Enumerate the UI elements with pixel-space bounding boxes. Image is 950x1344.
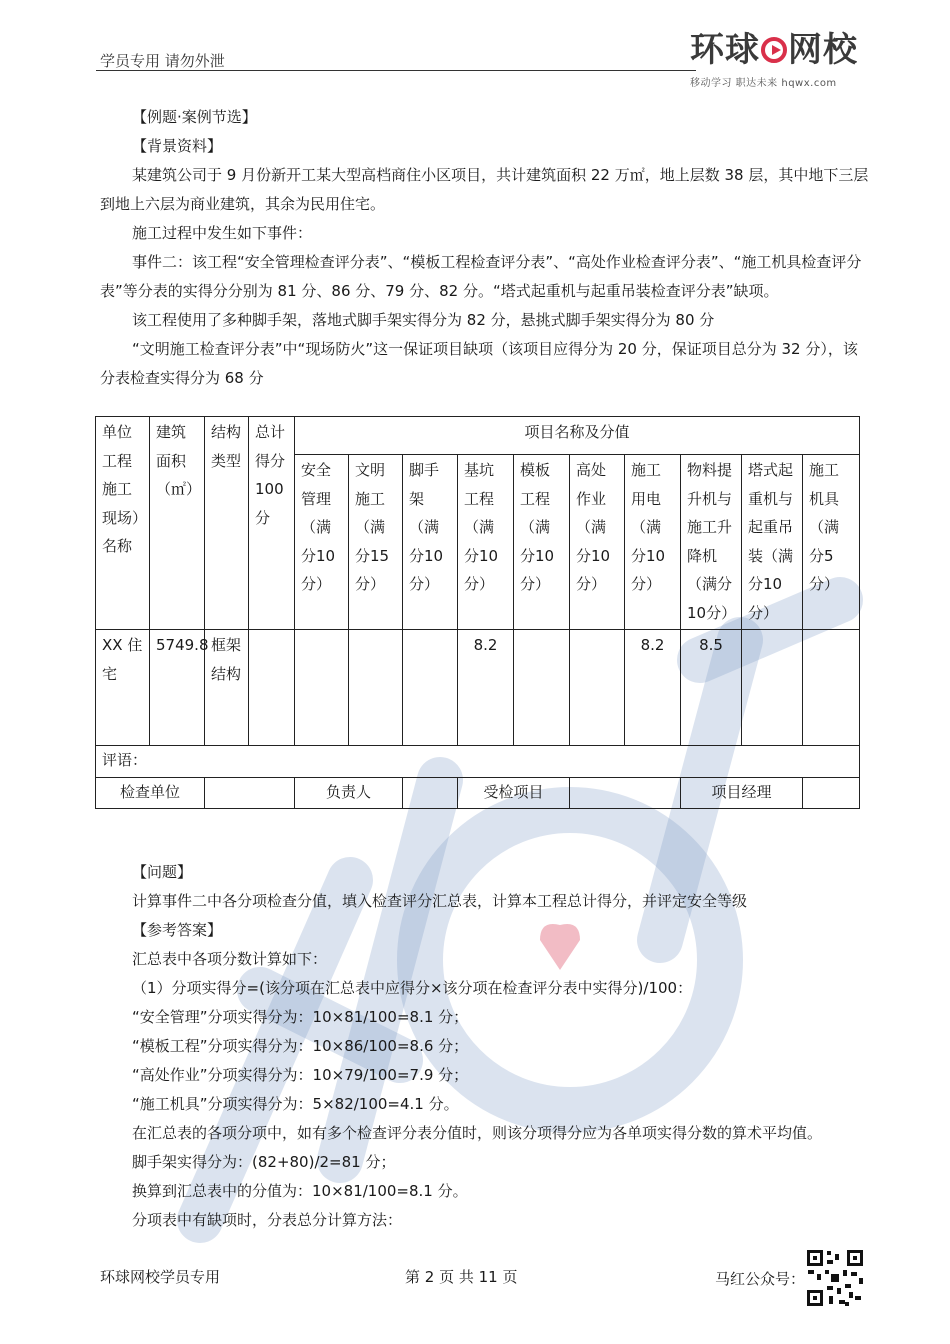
answer-line: 脚手架实得分为：(82+80)/2=81 分； xyxy=(132,1153,396,1171)
row-value xyxy=(742,630,803,746)
background-paragraph: 某建筑公司于 9 月份新开工某大型高档商住小区项目，共计建筑面积 22 万㎡，地上层数 38 层，其中地下三层到地上六层为商业建筑，其余为民用住宅。 xyxy=(100,166,869,213)
answer-line: “施工机具”分项实得分为：5×82/100=4.1 分。 xyxy=(132,1095,459,1113)
header-items-group: 项目名称及分值 xyxy=(295,417,860,455)
header-unit-name: 单位工程施工现场）名称 xyxy=(96,417,150,630)
qr-code-icon xyxy=(805,1248,865,1308)
reference-answer-label: 【参考答案】 xyxy=(132,921,223,939)
row-structure: 框架结构 xyxy=(205,630,249,746)
row-value xyxy=(514,630,570,746)
item-header: 基坑工程（满分10分） xyxy=(458,455,514,630)
sign-manager: 项目经理 xyxy=(681,777,803,809)
item-header: 安全管理（满分10分） xyxy=(295,455,349,630)
row-area: 5749.8 xyxy=(150,630,205,746)
row-value xyxy=(403,630,458,746)
question-answer-section xyxy=(100,858,870,1235)
brand-logo xyxy=(690,30,865,92)
item-header: 塔式起重机与起重吊装（满分10分） xyxy=(742,455,803,630)
row-value xyxy=(295,630,349,746)
footer-note: 环球网校学员专用 xyxy=(100,1268,221,1286)
item-header: 高处作业（满分10分） xyxy=(570,455,625,630)
answer-line: “模板工程”分项实得分为：10×86/100=8.6 分； xyxy=(132,1037,469,1055)
sign-inspected-item: 受检项目 xyxy=(458,777,570,809)
answer-line: “安全管理”分项实得分为：10×81/100=8.1 分； xyxy=(132,1008,469,1026)
row-value: 8.2 xyxy=(458,630,514,746)
sign-leader: 负责人 xyxy=(295,777,403,809)
logo-text-a: 环球 xyxy=(690,30,760,70)
header-total: 总计得分100分 xyxy=(249,417,295,630)
scaffold-paragraph: 该工程使用了多种脚手架，落地式脚手架实得分为 82 分，悬挑式脚手架实得分为 80 分 xyxy=(132,311,715,329)
item-header: 脚手架（满分10分） xyxy=(403,455,458,630)
answer-line: 在汇总表的各项分项中，如有多个检查评分表分值时，则该分项得分应为各单项实得分数的算术平均值。 xyxy=(132,1124,823,1142)
row-value xyxy=(570,630,625,746)
background-label: 【背景资料】 xyxy=(132,137,223,155)
answer-line: “高处作业”分项实得分为：10×79/100=7.9 分； xyxy=(132,1066,469,1084)
header-divider xyxy=(96,70,696,71)
item-header: 物料提升机与施工升降机（满分10分） xyxy=(681,455,742,630)
sign-blank xyxy=(803,777,860,809)
row-value xyxy=(803,630,860,746)
question-text: 计算事件二中各分项检查分值，填入检查评分汇总表，计算本工程总计得分，并评定安全等级 xyxy=(132,892,748,910)
sign-blank xyxy=(570,777,681,809)
header-area: 建筑面积（㎡） xyxy=(150,417,205,630)
civil-construction-paragraph: “文明施工检查评分表”中“现场防火”这一保证项目缺项（该项目应得分为 20 分，保证项目总分为 32 分），该分表检查实得分为 68 分 xyxy=(100,340,858,387)
item-header: 文明施工（满分15分） xyxy=(349,455,403,630)
question-background xyxy=(100,103,870,393)
sign-inspect-unit: 检查单位 xyxy=(96,777,205,809)
event-two-paragraph: 事件二：该工程“安全管理检查评分表”、“模板工程检查评分表”、“高处作业检查评分表”、“施工机具检查评分表”等分表的实得分分别为 81 分、86 分、79 分、82 分。“塔式起重机与起重吊装检查评分表”缺项。 xyxy=(100,253,862,300)
row-total xyxy=(249,630,295,746)
sign-blank xyxy=(205,777,295,809)
row-value: 8.5 xyxy=(681,630,742,746)
header-confidential-note: 学员专用 请勿外泄 xyxy=(100,52,225,70)
answer-line: （1）分项实得分=(该分项在汇总表中应得分×该分项在检查评分表中实得分)/100： xyxy=(132,979,693,997)
example-label: 【例题·案例节选】 xyxy=(132,108,257,126)
header-structure: 结构类型 xyxy=(205,417,249,630)
question-label: 【问题】 xyxy=(132,863,193,881)
events-intro: 施工过程中发生如下事件： xyxy=(132,224,313,242)
row-unit-name: XX 住宅 xyxy=(96,630,150,746)
item-header: 施工用电（满分10分） xyxy=(625,455,681,630)
answer-line: 换算到汇总表中的分值为：10×81/100=8.1 分。 xyxy=(132,1182,468,1200)
play-icon xyxy=(761,37,787,63)
item-header: 模板工程（满分10分） xyxy=(514,455,570,630)
footer-wechat-label: 马红公众号： xyxy=(715,1270,806,1288)
answer-line: 汇总表中各项分数计算如下： xyxy=(132,950,328,968)
logo-tagline: 移动学习 职达未来 hqwx.com xyxy=(690,78,837,89)
sign-blank xyxy=(403,777,458,809)
comment-cell: 评语： xyxy=(96,746,860,778)
row-value xyxy=(349,630,403,746)
safety-score-summary-table xyxy=(95,416,860,809)
item-header: 施工机具（满分5分） xyxy=(803,455,860,630)
logo-text-b: 网校 xyxy=(788,30,858,70)
answer-line: 分项表中有缺项时，分表总分计算方法： xyxy=(132,1211,403,1229)
page-number: 第 2 页 共 11 页 xyxy=(405,1268,518,1286)
row-value: 8.2 xyxy=(625,630,681,746)
